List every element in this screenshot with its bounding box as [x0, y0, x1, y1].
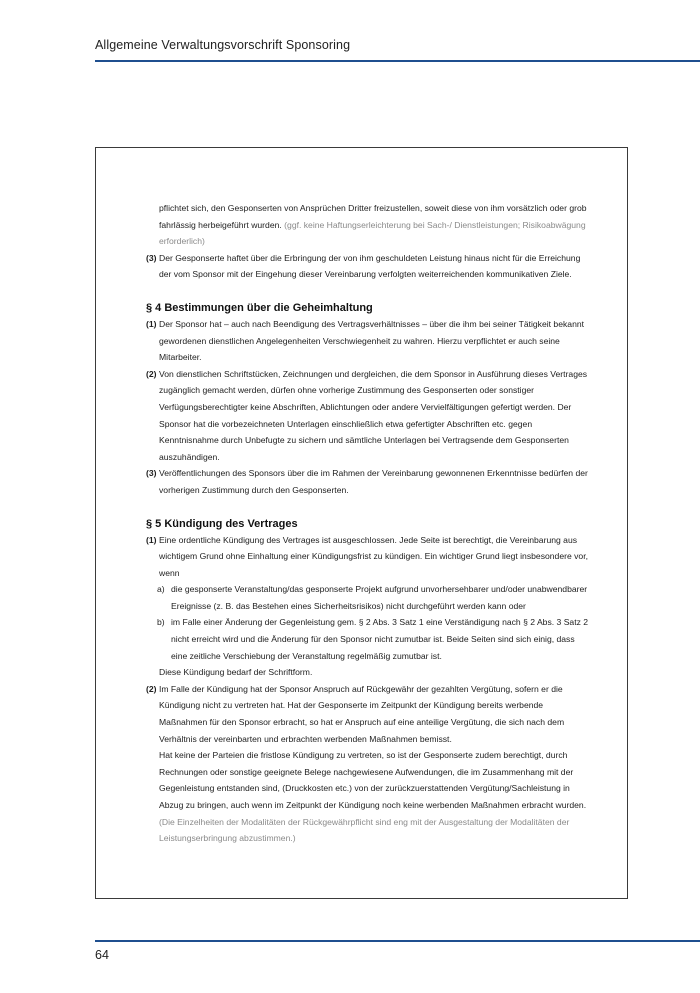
list-item-b [146, 614, 592, 664]
editorial-note: (Die Einzelheiten der Modalitäten der Rückgewährpflicht sind eng mit der Ausgestaltung der Modalitäten der Leistungserbringung abzustimmen.) [159, 816, 570, 844]
paragraph-number: (3) [146, 468, 157, 479]
paragraph-number: (1) [146, 318, 157, 329]
paragraph-text: Im Falle der Kündigung hat der Sponsor Anspruch auf Rückgewähr der gezahlten Vergütung, sofern er die Kündigung nicht zu vertreten hat. Hat der Gesponserte im Zeitpunkt der Kündigung bereits werbende Maßnahmen für den Sponsor erbracht, so hat er Anspruch auf eine anteilige Vergütung, die sich nach dem Verhältnis der vereinbarten und erbrachten werbenden Maßnahmen bemisst. [159, 683, 565, 744]
closing-sentence: Diese Kündigung bedarf der Schriftform. [159, 667, 313, 678]
paragraph-text: Der Gesponserte haftet über die Erbringung der von ihm geschuldeten Leistung hinaus nicht für die Erreichung der vom Sponsor mit der Eingehung dieser Vereinbarung verfolgten weiterreichenden kommunikativen Ziele. [159, 252, 581, 280]
paragraph-text: Veröffentlichungen des Sponsors über die im Rahmen der Vereinbarung gewonnenen Erkenntnisse bedürfen der vorherigen Zustimmung durch den Gesponserten. [159, 468, 588, 495]
document-body [146, 200, 592, 847]
running-header-title: Allgemeine Verwaltungsvorschrift Sponsoring [95, 38, 351, 52]
editorial-note: (ggf. keine Haftungserleichterung bei Sach-/ Dienstleistungen; Risikoabwägung erforderlich) [159, 219, 586, 247]
section5-paragraph-2-continued [146, 747, 592, 847]
list-label: a) [157, 584, 165, 595]
section5-paragraph-2 [146, 681, 592, 747]
paragraph-text: Hat keine der Parteien die fristlose Kündigung zu vertreten, so ist der Gesponserte zudem berechtigt, durch Rechnungen oder sonstige geeignete Belege nachgewiesene Aufwendungen, die im Zusammenhang mit der Gegenleistung entstanden sind, (Druckkosten etc.) von der zurückzuerstattenden Vergütung/Sachleistung in Abzug zu bringen, auch wenn im Zeitpunkt der Kündigung noch keine werbenden Maßnahmen erbracht wurden. [159, 750, 587, 810]
list-text: die gesponserte Veranstaltung/das gesponserte Projekt aufgrund unvorhersehbarer und/oder unabwendbarer Ereignisse (z. B. das Bestehen eines Sicherheitsrisikos) nicht durchgeführt werden kann oder [171, 584, 588, 611]
continued-paragraph [146, 200, 592, 250]
paragraph-text: Von dienstlichen Schriftstücken, Zeichnungen und dergleichen, die dem Sponsor in Ausführung dieses Vertrages zugänglich gemacht werden, dürfen ohne vorherige Zustimmung des Gesponserten oder sonstiger Verfügungsberechtigter keine Abschriften, Ablichtungen oder andere Vervielfältigungen gefertigt werden. Der Sponsor hat die vorbezeichneten Unterlagen einschließlich etwa gefertigter Abschriften etc. gegen Kenntnisnahme durch Unbefugte zu sichern und sämtliche Unterlagen bei Vertragsende dem Gesponserten auszuhändigen. [159, 368, 588, 462]
section4-paragraph-2 [146, 366, 592, 466]
section-heading-5: § 5 Kündigung des Vertrages [146, 517, 298, 530]
paragraph-text: Eine ordentliche Kündigung des Vertrages ist ausgeschlossen. Jede Seite ist berechtigt, die Vereinbarung aus wichtigem Grund ohne Einhaltung einer Kündigungsfrist zu kündigen. Ein wichtiger Grund liegt insbesondere vor, wenn [159, 534, 588, 578]
header-divider [95, 60, 700, 62]
continued-text: pflichtet sich, den Gesponserten von Ansprüchen Dritter freizustellen, soweit diese von ihm vorsätzlich oder grob fahrlässig herbeigeführt wurden. [159, 203, 587, 230]
list-text: im Falle einer Änderung der Gegenleistung gem. § 2 Abs. 3 Satz 1 eine Verständigung nach § 2 Abs. 3 Satz 2 nicht erreicht wird und die Änderung für den Sponsor nicht zumutbar ist. Beide Seiten sind sich einig, dass eine zeitliche Verschiebung der Veranstaltung regelmäßig zumutbar ist. [171, 617, 589, 661]
section5-paragraph-1 [146, 532, 592, 582]
list-item-a [146, 581, 592, 614]
paragraph-text: Der Sponsor hat – auch nach Beendigung des Vertragsverhältnisses – über die ihm bei seiner Tätigkeit bekannt gewordenen dienstlichen Angelegenheiten Verschwiegenheit zu wahren. Hierzu verpflichtet er auch seine Mitarbeiter. [159, 318, 585, 363]
footer-divider [95, 940, 700, 942]
paragraph-number: (2) [146, 368, 157, 379]
section3-paragraph-3 [146, 250, 592, 283]
paragraph-number: (1) [146, 534, 157, 545]
page-number: 64 [95, 948, 109, 962]
paragraph-number: (2) [146, 683, 157, 694]
section4-paragraph-1 [146, 316, 592, 366]
section-heading-4: § 4 Bestimmungen über die Geheimhaltung [146, 301, 373, 314]
list-label: b) [157, 617, 165, 628]
section4-paragraph-3 [146, 465, 592, 498]
paragraph-number: (3) [146, 252, 157, 263]
